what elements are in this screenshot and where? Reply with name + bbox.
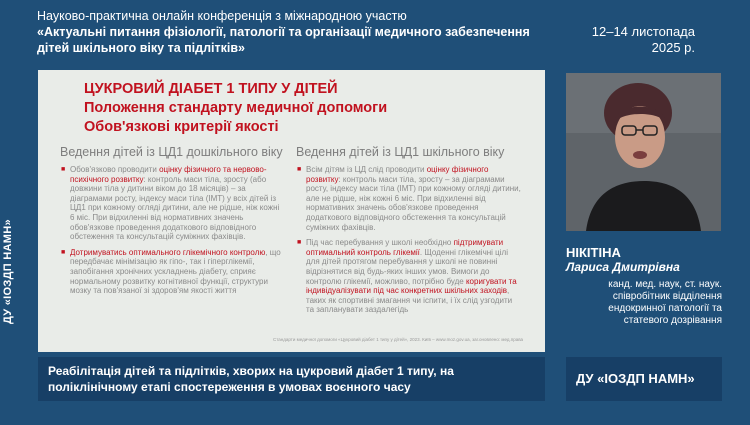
conference-title-line2: дітей шкільного віку та підлітків» (37, 41, 245, 55)
speaker-role: канд. мед. наук, ст. наук. співробітник відділення ендокринної патології та статевого дозрівання (608, 279, 722, 326)
side-org-label: ДУ «ІОЗДП НАМН» (2, 219, 14, 324)
column-heading: Ведення дітей із ЦД1 дошкільного віку (60, 145, 283, 159)
conference-dates (575, 24, 695, 56)
dates-year: 2025 р. (651, 40, 695, 55)
slide-column-preschool (60, 145, 285, 302)
org-badge (566, 357, 722, 401)
conference-subtitle: Науково-практична онлайн конференція з міжнародною участю (37, 9, 407, 23)
talk-title: Реабілітація дітей та підлітків, хворих на цукровий діабет 1 типу, на поліклінічному етапі спостереження в умовах воєнного часу (48, 364, 454, 394)
column-heading: Ведення дітей із ЦД1 шкільного віку (296, 145, 505, 159)
list-item: ■ Обов'язково проводити оцінку фізичного та нервово-психічного розвитку: контроль маси тіла, зросту (або довжини тіла у дитини віком до 18 місяців) – за діаграмами росту, індексу маси тіла (ІМТ) у всіх дітей із ЦД1 при кожному огляді дитини, але не рідше, ніж кожні 6 міс. При відхиленні від нормативних значень обов'язкове проведення додаткового відповідного обстеження та консультацій суміжних фахівців. (70, 165, 285, 242)
speaker-video (566, 73, 721, 231)
list-item: ■ Дотримуватись оптимального глікемічного контролю, що передбачає мінімізацію як гіпо-, так і гіперглікемії, запобігання хронічних ускладнень діабету, сприяє нормальному розвитку когнітивної функції, структури мозку та пов'язаної зі здоров'ям якості життя (70, 248, 285, 296)
dates-range: 12–14 листопада (591, 24, 695, 39)
slide-column-school (296, 145, 521, 321)
slide-title-sub1: Положення стандарту медичної допомоги (84, 100, 388, 116)
speaker-surname: НІКІТІНА (566, 245, 621, 260)
speaker-portrait-icon (566, 73, 721, 231)
slide-title-sub2: Обов'язкові критерії якості (84, 119, 279, 135)
conference-header (37, 8, 567, 56)
speaker-given-name: Лариса Дмитрівна (566, 260, 680, 274)
conference-title-line1: «Актуальні питання фізіології, патології та організації медичного забезпечення (37, 25, 530, 39)
list-item: ■ Всім дітям із ЦД слід проводити оцінку фізичного розвитку: контроль маси тіла, зросту – за діаграмами росту, індексу маси тіла (ІМТ) при кожному огляді дитини, але не рідше, ніж кожні 6 міс. При відхиленні від нормативних значень обов'язкове проведення додаткового відповідного обстеження та консультацій суміжних фахівців. (306, 165, 521, 232)
slide-title-main: ЦУКРОВИЙ ДІАБЕТ 1 ТИПУ У ДІТЕЙ (84, 81, 338, 97)
presentation-slide (38, 70, 545, 352)
slide-title (84, 80, 524, 137)
slide-footnote: Стандарти медичної допомоги «Цукровий діабет 1 типу у дітей», 2023. Київ – www.moz.gov.ua, заг.оновлено: мед.права (273, 337, 524, 342)
talk-title-bar (38, 357, 545, 401)
org-name: ДУ «ІОЗДП НАМН» (576, 371, 695, 386)
list-item: ■ Під час перебування у школі необхідно підтримувати оптимальний контроль глікемії. Щоденні глікемічні цілі для дітей протягом перебування у школі не повинні відрізнятися від будь-яких інших умов. Вимоги до контролю глікемії, можливо, потрібно буде коригувати та індивідуалізувати під час конкретних шкільних заходів, таких як спортивні змагання чи іспити, і їх слід узгодити та запланувати заздалегідь (306, 238, 521, 315)
speaker-name-panel (566, 245, 722, 343)
